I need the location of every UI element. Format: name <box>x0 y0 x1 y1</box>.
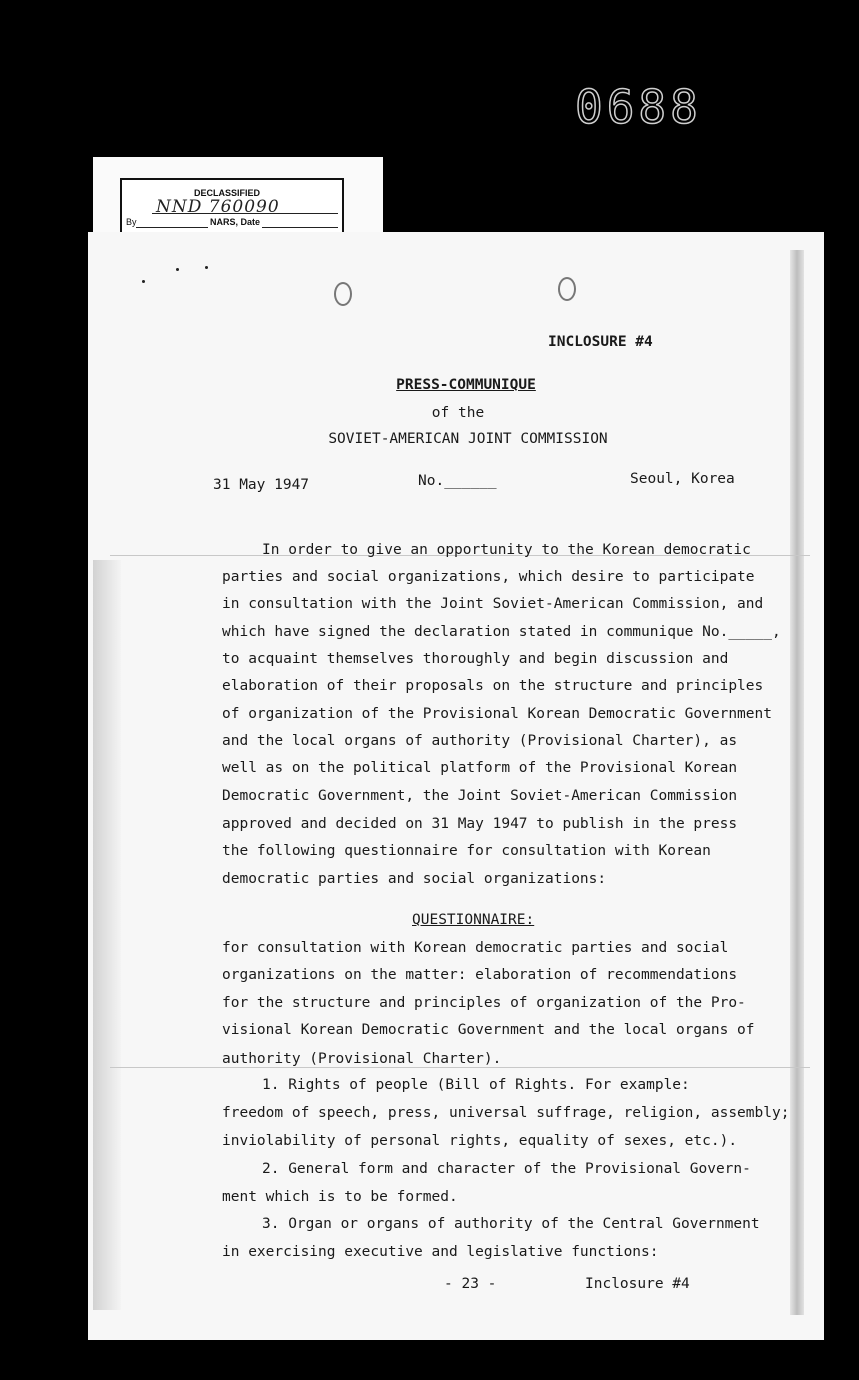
paragraph-line: and the local organs of authority (Provisional Charter), as <box>222 733 738 749</box>
page-number: - 23 - <box>444 1276 497 1292</box>
communique-number: No.______ <box>418 473 497 489</box>
inclosure-heading: INCLOSURE #4 <box>548 334 653 350</box>
stamp-date-line <box>262 227 338 228</box>
item-line: in exercising executive and legislative functions: <box>222 1244 659 1260</box>
speck <box>205 266 208 269</box>
paragraph-line: of organization of the Provisional Korean Democratic Government <box>222 706 772 722</box>
item-line: ment which is to be formed. <box>222 1189 458 1205</box>
paragraph-line: Democratic Government, the Joint Soviet-American Commission <box>222 788 738 804</box>
stamp-by-line <box>136 227 208 228</box>
declassification-stamp <box>120 178 344 238</box>
paragraph-line: well as on the political platform of the Provisional Korean <box>222 760 738 776</box>
punch-hole-right <box>558 277 576 301</box>
stamp-declassified-label: DECLASSIFIED <box>194 188 261 198</box>
item-line: 1. Rights of people (Bill of Rights. For example: <box>262 1077 690 1093</box>
paragraph-line: democratic parties and social organizations: <box>222 871 607 887</box>
item-line: 2. General form and character of the Provisional Govern- <box>262 1161 751 1177</box>
stamp-by-label: By <box>126 217 137 227</box>
item-line: inviolability of personal rights, equality of sexes, etc.). <box>222 1133 738 1149</box>
fold-line <box>110 1067 810 1068</box>
paragraph-line: to acquaint themselves thoroughly and begin discussion and <box>222 651 729 667</box>
stamp-rule <box>152 213 338 214</box>
commission-name: SOVIET-AMERICAN JOINT COMMISSION <box>328 431 608 447</box>
paragraph-line: parties and social organizations, which desire to participate <box>222 569 755 585</box>
stamp-nars-date-label: NARS, Date <box>210 217 261 227</box>
item-line: freedom of speech, press, universal suffrage, religion, assembly; <box>222 1105 790 1121</box>
page-right-shadow <box>790 250 804 1315</box>
footer-inclosure: Inclosure #4 <box>585 1276 690 1292</box>
paragraph-line: visional Korean Democratic Government and the local organs of <box>222 1022 755 1038</box>
title-of-the: of the <box>431 405 485 421</box>
paragraph-line: elaboration of their proposals on the structure and principles <box>222 678 764 694</box>
paragraph-line: for consultation with Korean democratic parties and social <box>222 940 729 956</box>
document-title: PRESS-COMMUNIQUE <box>396 377 536 393</box>
paragraph-line: in consultation with the Joint Soviet-American Commission, and <box>222 596 764 612</box>
paragraph-line: for the structure and principles of organization of the Pro- <box>222 995 746 1011</box>
paragraph-line: which have signed the declaration stated in communique No._____, <box>222 624 781 640</box>
speck <box>176 268 179 271</box>
stamp-authority-number: NND 760090 <box>156 197 280 217</box>
punch-hole-left <box>334 282 352 306</box>
document-place: Seoul, Korea <box>630 471 735 487</box>
paragraph-line: approved and decided on 31 May 1947 to publish in the press <box>222 816 738 832</box>
paragraph-line: organizations on the matter: elaboration of recommendations <box>222 967 738 983</box>
paragraph-line: the following questionnaire for consultation with Korean <box>222 843 711 859</box>
document-date: 31 May 1947 <box>213 477 310 493</box>
paragraph-line: authority (Provisional Charter). <box>222 1051 502 1067</box>
speck <box>142 280 145 283</box>
film-frame-number: 0688 <box>575 80 702 134</box>
questionnaire-heading: QUESTIONNAIRE: <box>412 912 535 928</box>
page-left-shadow <box>93 560 121 1310</box>
paragraph-line: In order to give an opportunity to the Korean democratic <box>262 542 751 558</box>
item-line: 3. Organ or organs of authority of the Central Government <box>262 1216 760 1232</box>
